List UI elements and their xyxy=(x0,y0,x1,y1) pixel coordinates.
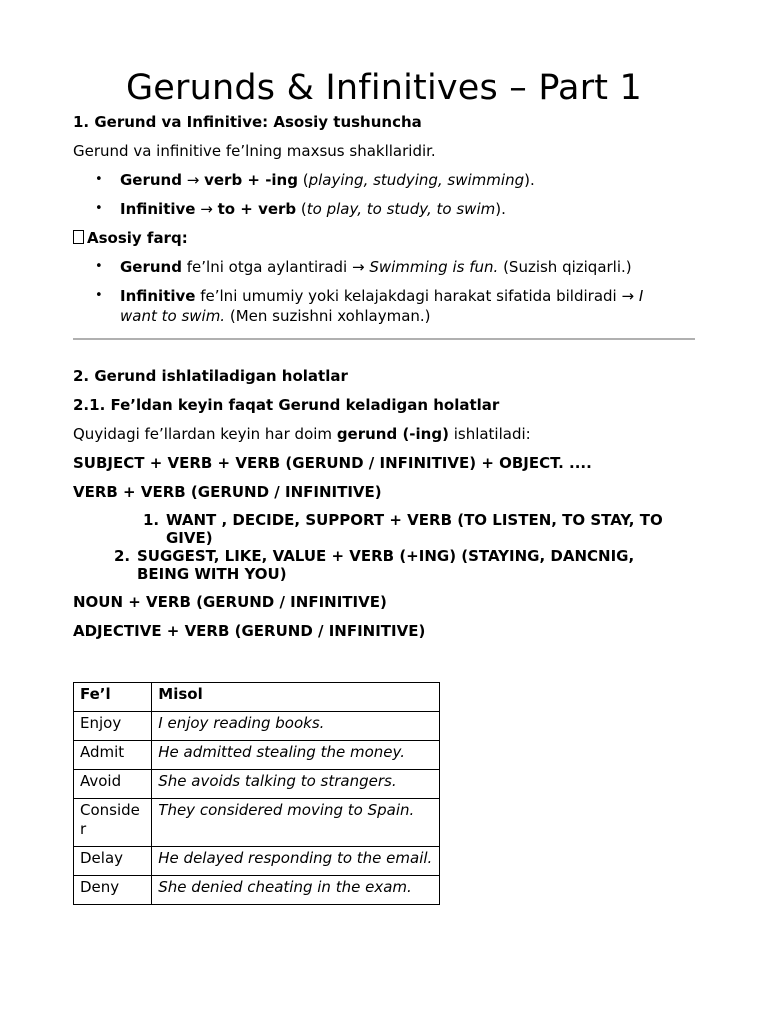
item-number: 1. xyxy=(143,511,160,529)
section1-intro: Gerund va infinitive fe’lning maxsus shakllaridir. xyxy=(73,142,436,160)
pattern-noun-verb: NOUN + VERB (GERUND / INFINITIVE) xyxy=(73,593,387,611)
intro-text: Quyidagi fe’llardan keyin har doim xyxy=(73,425,337,443)
example-cell: She denied cheating in the exam. xyxy=(152,876,440,905)
explanation: fe’lni otga aylantiradi → xyxy=(181,258,370,276)
verb-cell: Enjoy xyxy=(74,712,152,741)
example-cell: They considered moving to Spain. xyxy=(152,799,440,847)
pattern-verb-verb: VERB + VERB (GERUND / INFINITIVE) xyxy=(73,483,382,501)
table-header-cell: Misol xyxy=(152,683,440,712)
pattern-adjective-verb: ADJECTIVE + VERB (GERUND / INFINITIVE) xyxy=(73,622,426,640)
example-cell: I enjoy reading books. xyxy=(152,712,440,741)
table-row xyxy=(74,741,440,770)
table-row xyxy=(74,847,440,876)
verb-cell: Consider xyxy=(74,799,152,847)
section2-intro xyxy=(73,424,695,444)
table-row xyxy=(74,770,440,799)
example-cell: He admitted stealing the money. xyxy=(152,741,440,770)
intro-text-end: ishlatiladi: xyxy=(448,425,531,443)
table-row xyxy=(74,712,440,741)
example-cell: He delayed responding to the email. xyxy=(152,847,440,876)
difference-list xyxy=(73,257,695,326)
section2-subheading: 2.1. Fe’ldan keyin faqat Gerund keladigan holatlar xyxy=(73,396,500,414)
horizontal-divider xyxy=(73,338,695,340)
numbered-item-1 xyxy=(73,511,695,547)
explanation: fe’lni umumiy yoki kelajakdagi harakat sifatida bildiradi → xyxy=(195,287,639,305)
difference-heading-text: Asosiy farq: xyxy=(87,229,188,247)
translation: (Suzish qiziqarli.) xyxy=(498,258,632,276)
paren-open: ( xyxy=(297,171,309,189)
paren-close: ). xyxy=(524,171,535,189)
verb-cell: Deny xyxy=(74,876,152,905)
table-row xyxy=(74,799,440,847)
table-header-cell: Fe’l xyxy=(74,683,152,712)
section1-heading: 1. Gerund va Infinitive: Asosiy tushuncha xyxy=(73,113,422,131)
example: Swimming is fun. xyxy=(369,258,499,276)
rule: verb + -ing xyxy=(204,171,298,189)
item-text: SUGGEST, LIKE, VALUE + VERB (+ING) (STAYING, DANCNIG, BEING WITH YOU) xyxy=(137,547,635,583)
term: Gerund xyxy=(120,258,182,276)
example-cell: She avoids talking to strangers. xyxy=(152,770,440,799)
paren-open: ( xyxy=(296,200,307,218)
verb-cell: Delay xyxy=(74,847,152,876)
list-item xyxy=(73,199,695,219)
numbered-item-2 xyxy=(73,547,695,583)
page-title: Gerunds & Infinitives – Part 1 xyxy=(125,68,643,108)
examples: playing, studying, swimming xyxy=(308,171,525,189)
arrow: → xyxy=(195,200,218,218)
item-number: 2. xyxy=(114,547,131,565)
verb-examples-table xyxy=(73,682,440,905)
list-item xyxy=(73,257,695,277)
pattern-subject-verb: SUBJECT + VERB + VERB (GERUND / INFINITIVE) + OBJECT. .... xyxy=(73,454,592,472)
list-item xyxy=(73,286,665,326)
table-row xyxy=(74,876,440,905)
verb-cell: Admit xyxy=(74,741,152,770)
section2-heading: 2. Gerund ishlatiladigan holatlar xyxy=(73,367,348,385)
definition-list xyxy=(73,170,695,219)
document-page xyxy=(73,66,695,905)
rule: to + verb xyxy=(217,200,297,218)
example: I want to swim. xyxy=(120,287,644,325)
term: Infinitive xyxy=(120,287,196,305)
verb-cell: Avoid xyxy=(74,770,152,799)
translation: (Men suzishni xohlayman.) xyxy=(225,307,431,325)
intro-bold: gerund (-ing) xyxy=(336,425,449,443)
difference-heading xyxy=(73,228,695,248)
table-header-row xyxy=(74,683,440,712)
item-text: WANT , DECIDE, SUPPORT + VERB (TO LISTEN, TO STAY, TO GIVE) xyxy=(166,511,663,547)
paren-close: ). xyxy=(495,200,506,218)
term: Gerund xyxy=(120,171,182,189)
list-item xyxy=(73,170,695,190)
examples: to play, to study, to swim xyxy=(306,200,496,218)
missing-glyph-icon xyxy=(73,230,84,244)
term: Infinitive xyxy=(120,200,196,218)
arrow: → xyxy=(181,171,205,189)
